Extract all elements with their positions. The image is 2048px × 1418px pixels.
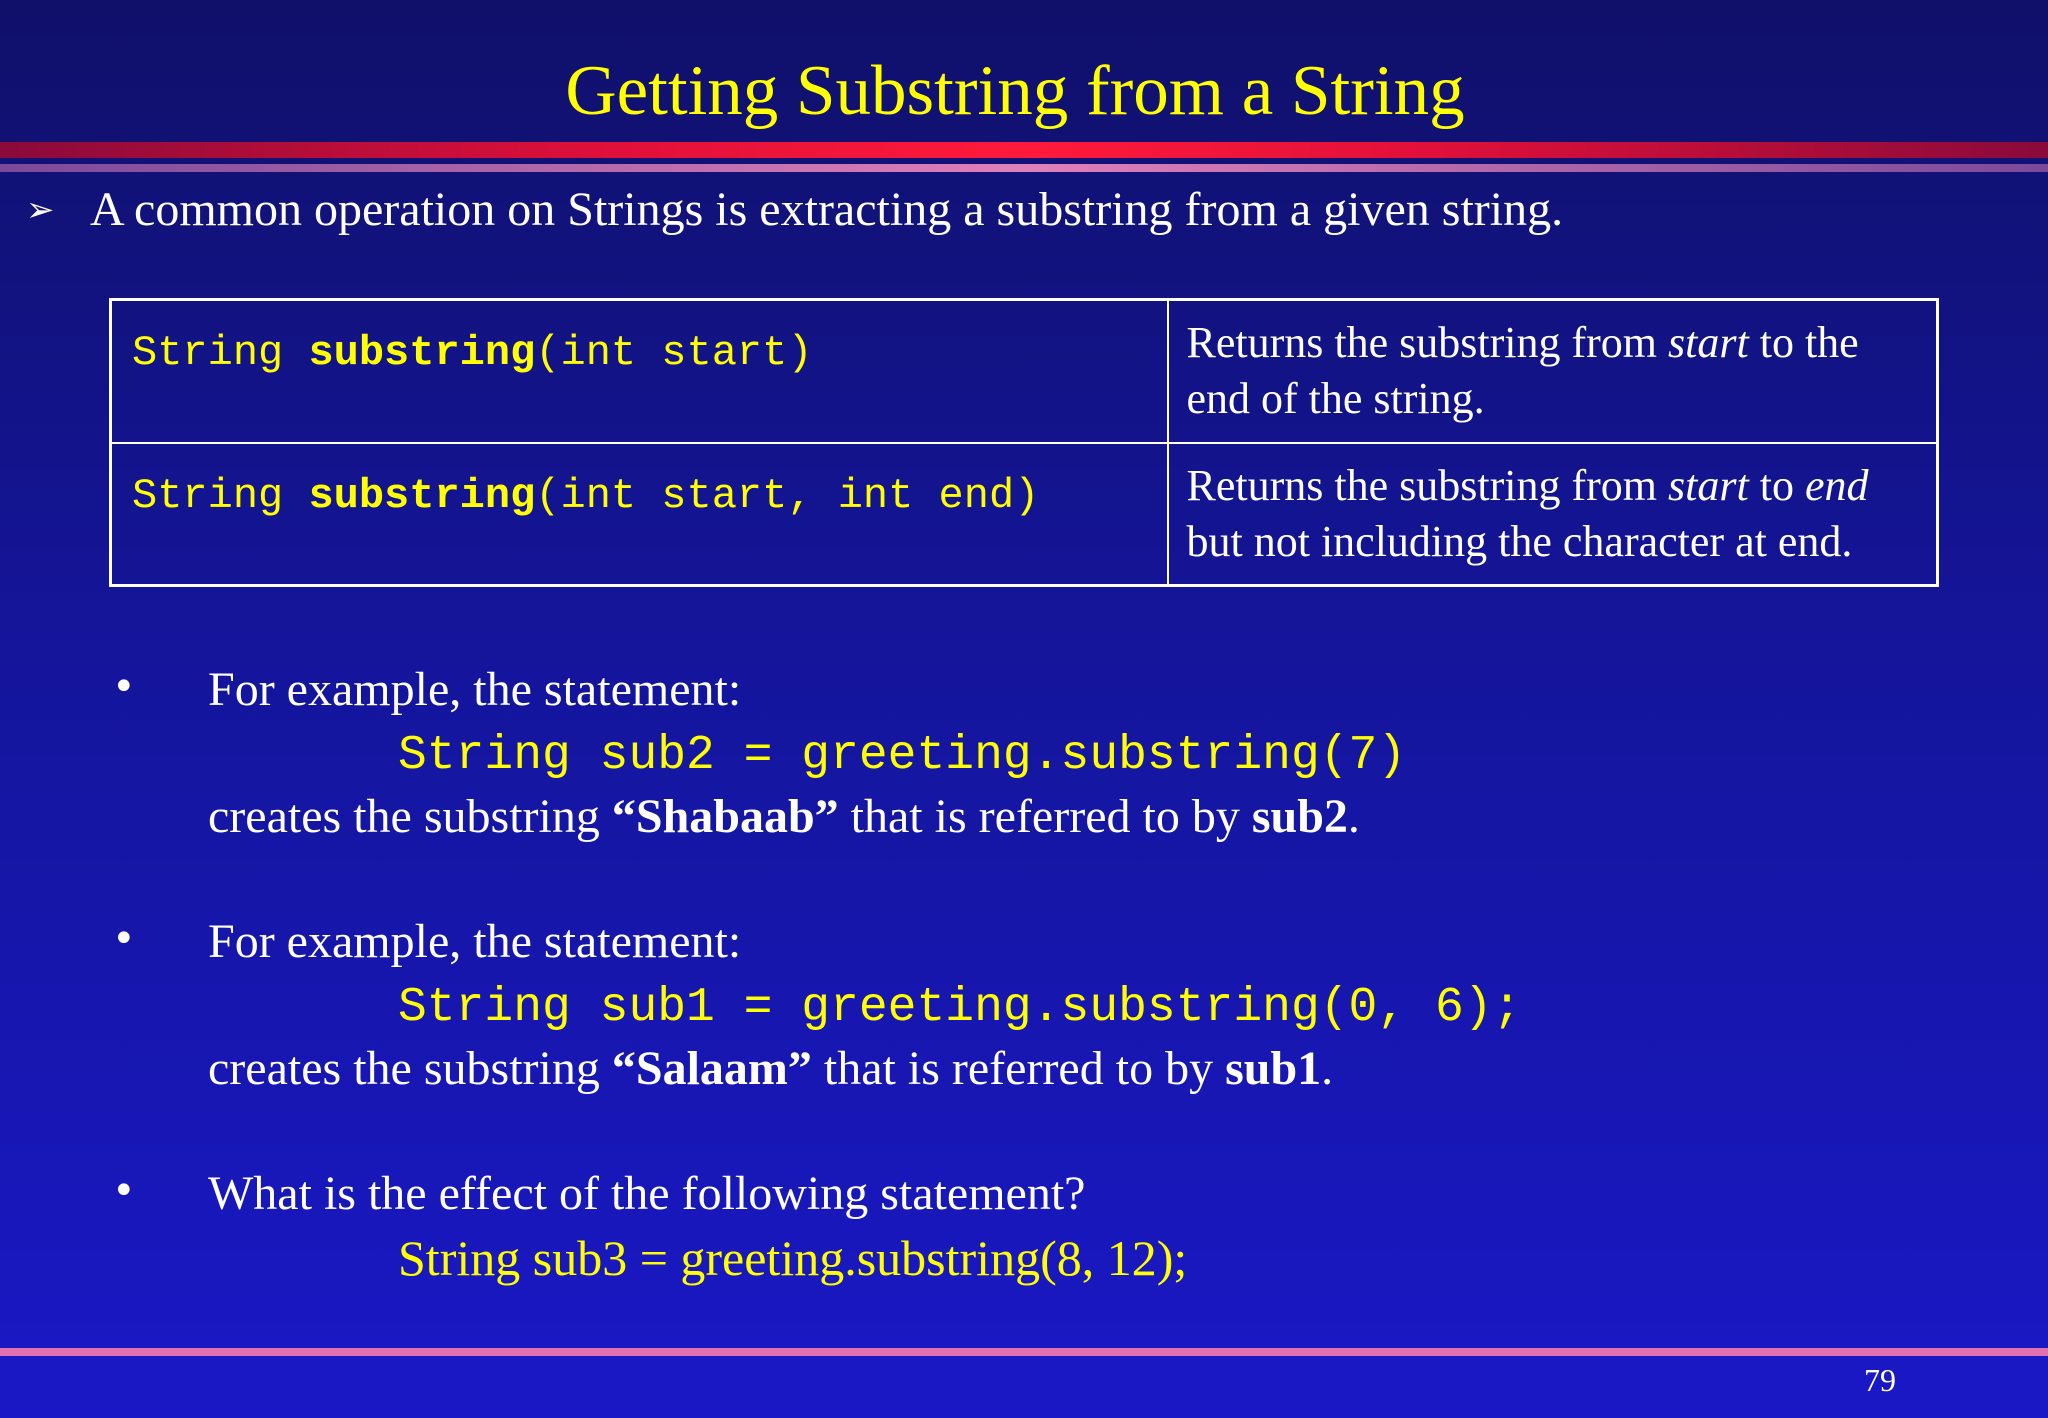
desc-italic: start <box>1668 460 1749 510</box>
method-description <box>1168 300 1938 443</box>
table-row <box>111 443 1938 586</box>
slide-title: Getting Substring from a String <box>565 52 1465 130</box>
bullet-marker: • <box>112 664 136 710</box>
example-lead: For example, the statement: <box>208 663 742 716</box>
question-text: What is the effect of the following statement? <box>208 1167 1086 1220</box>
desc-italic: end <box>1804 460 1869 510</box>
result-text: . <box>1321 1042 1334 1095</box>
desc-text: Returns the substring from <box>1186 460 1669 510</box>
intro-text: A common operation on Strings is extracting a substring from a given string. <box>90 183 1564 236</box>
page-number: 79 <box>1864 1362 1896 1398</box>
sig-method: substring <box>308 471 536 520</box>
example-result <box>208 1039 1333 1099</box>
bullet-marker: • <box>112 916 136 962</box>
arrow-bullet-icon: ➢ <box>26 190 55 230</box>
sig-type: String <box>132 329 309 377</box>
result-text: creates the substring <box>208 1042 612 1095</box>
desc-text: Returns the substring from <box>1186 318 1669 367</box>
method-signature <box>111 300 1168 443</box>
sig-method: substring <box>308 329 536 377</box>
method-signature <box>111 443 1168 586</box>
method-table <box>109 298 1939 587</box>
result-string: “Salaam” <box>611 1042 812 1095</box>
desc-italic: start <box>1668 318 1749 367</box>
method-description <box>1168 443 1938 586</box>
question-code: String sub3 = greeting.substring(8, 12); <box>398 1230 1188 1286</box>
sig-params: (int start, int end) <box>535 471 1040 520</box>
example-result <box>208 787 1360 847</box>
title-divider-red <box>0 142 2048 158</box>
example-code: String sub2 = greeting.substring(7) <box>398 729 1407 783</box>
desc-text: to <box>1748 460 1805 510</box>
example-code: String sub1 = greeting.substring(0, 6); <box>398 981 1522 1035</box>
result-string: “Shabaab” <box>611 790 839 843</box>
result-text: that is referred to by <box>838 790 1252 843</box>
sig-type: String <box>132 471 309 520</box>
footer-divider <box>0 1348 2048 1356</box>
title-divider-pink <box>0 164 2048 172</box>
result-variable: sub1 <box>1225 1042 1322 1095</box>
example-lead: For example, the statement: <box>208 915 742 968</box>
result-text: . <box>1347 790 1360 843</box>
result-text: that is referred to by <box>811 1042 1226 1095</box>
result-text: creates the substring <box>208 790 612 843</box>
result-variable: sub2 <box>1251 790 1348 843</box>
sig-params: (int start) <box>535 329 813 377</box>
bullet-marker: • <box>112 1168 136 1214</box>
table-row <box>111 300 1938 443</box>
desc-text: to the end of the string. <box>1186 318 1859 423</box>
desc-text: but not including the character at end. <box>1186 516 1853 566</box>
